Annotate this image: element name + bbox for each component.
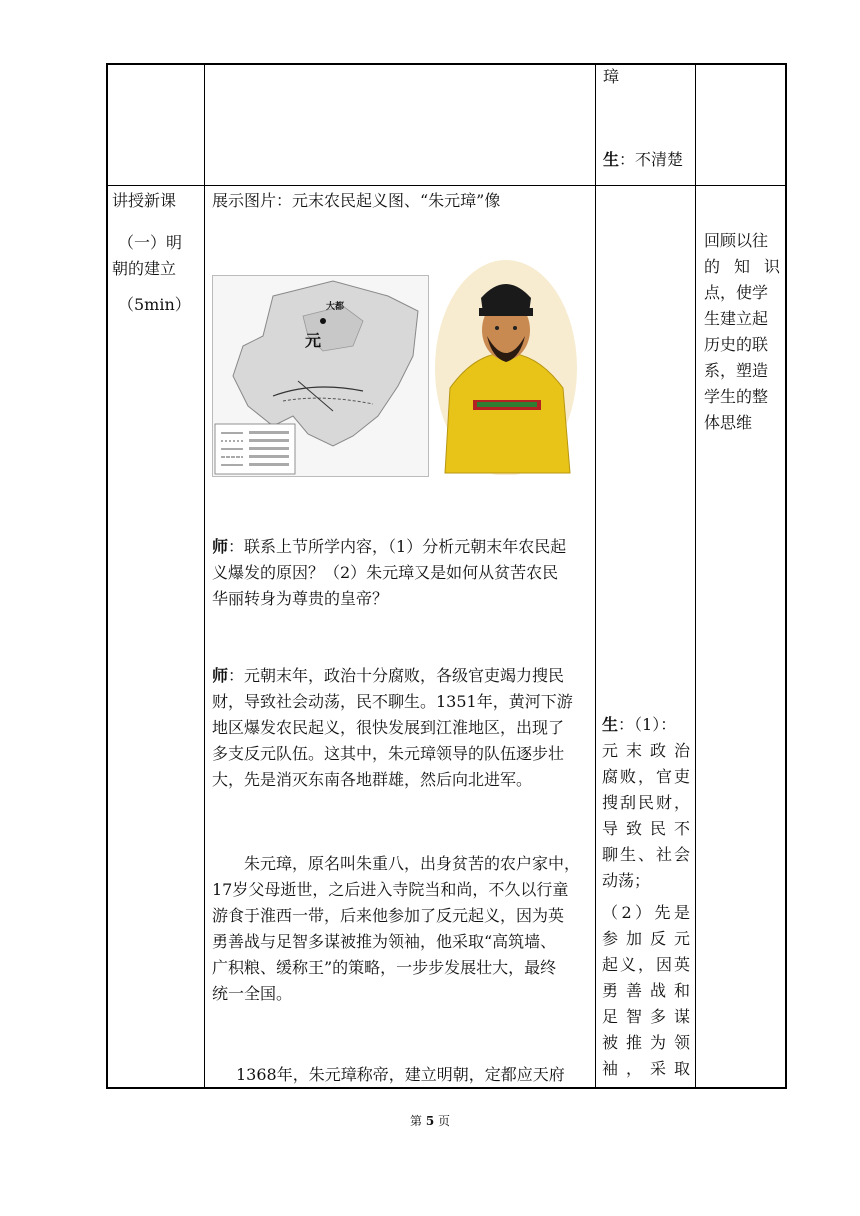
subsection-title-line1: （一）明 xyxy=(118,233,183,252)
student-answer-line: 元末政治 xyxy=(602,741,690,760)
table-col-divider-1 xyxy=(204,63,205,1089)
teacher-explanation-line: 多支反元队伍。这其中，朱元璋领导的队伍逐步壮 xyxy=(212,744,565,763)
design-intent-line: 学生的整 xyxy=(704,387,769,406)
row1-student-cell xyxy=(603,64,691,173)
biography-line: 朱元璋，原名叫朱重八，出身贫苦的农户家中， xyxy=(244,854,581,873)
design-intent-line: 历史的联 xyxy=(704,335,769,354)
design-intent-line: 体思维 xyxy=(704,413,753,432)
section-title: 讲授新课 xyxy=(112,191,177,210)
design-intent-line: 的知识 xyxy=(704,257,780,276)
teacher-label: 师 xyxy=(212,537,229,556)
biography-line: 勇善战与足智多谋被推为领袖，他采取“高筑墙、 xyxy=(212,932,557,951)
teacher-explanation-block xyxy=(212,663,588,793)
table-col-divider-2 xyxy=(595,63,596,1089)
footer-prefix: 第 xyxy=(409,1114,422,1128)
student-answer-line: 搜刮民财， xyxy=(602,793,690,812)
founding-line: 1368年，朱元璋称帝，建立明朝，定都应天府 xyxy=(236,1065,565,1084)
map-label-capital: 大都 xyxy=(326,302,345,312)
teacher-explanation-line: 地区爆发农民起义，很快发展到江淮地区，出现了 xyxy=(212,718,565,737)
biography-line: 17岁父母逝世，之后进入寺院当和尚，不久以行童 xyxy=(212,880,569,899)
student-answer-cell xyxy=(602,712,690,1082)
student-answer-line: 参加反元 xyxy=(602,929,690,948)
student-answer-line: 动荡； xyxy=(602,871,651,890)
student-answer-line: 起义，因英 xyxy=(602,955,690,974)
row1-student-answer xyxy=(603,147,691,173)
student-answer-line: 被推为领 xyxy=(602,1033,690,1052)
teacher-question-line: 义爆发的原因？（2）朱元璋又是如何从贫苦农民 xyxy=(212,563,559,582)
student-answer-line: 勇善战和 xyxy=(602,981,690,1000)
student-answer-line: 袖，采取 xyxy=(602,1059,690,1078)
biography-line: 广积粮、缓称王”的策略，一步步发展壮大，最终 xyxy=(212,958,557,977)
design-intent-line: 点，使学 xyxy=(704,283,769,302)
teacher-explanation-line: 大，先是消灭东南各地群雄，然后向北进军。 xyxy=(212,770,533,789)
map-label-yuan: 元 xyxy=(305,331,322,350)
footer-suffix: 页 xyxy=(438,1114,451,1128)
student-label: 生 xyxy=(602,715,619,734)
design-intent-line: 生建立起 xyxy=(704,309,769,328)
table-border-left xyxy=(106,63,108,1089)
teacher-question-line: 华丽转身为尊贵的皇帝？ xyxy=(212,589,389,608)
page-number: 5 xyxy=(425,1114,435,1128)
table-border-right xyxy=(785,63,787,1089)
subsection-title-line2: 朝的建立 xyxy=(112,259,177,278)
zhu-biography-paragraph xyxy=(212,851,588,1007)
teacher-explanation-line: 财，导致社会动荡，民不聊生。1351年，黄河下游 xyxy=(212,692,573,711)
student-answer-line: 聊生、社会 xyxy=(602,845,690,864)
student-label: 生 xyxy=(603,150,620,169)
duration-label: （5min） xyxy=(118,295,191,314)
design-intent-line: 回顾以往 xyxy=(704,231,769,250)
map-graphic xyxy=(213,276,428,476)
table-col-divider-3 xyxy=(695,63,696,1089)
portrait-graphic xyxy=(435,258,578,475)
design-intent-cell xyxy=(704,228,780,436)
zhu-yuanzhang-portrait-image xyxy=(435,258,578,475)
student-answer-text: ：不清楚 xyxy=(619,150,684,169)
founding-paragraph xyxy=(212,1062,588,1088)
student-answer-line: 腐败，官吏 xyxy=(602,767,690,786)
section-label-cell xyxy=(112,188,200,318)
biography-line: 游食于淮西一带，后来他参加了反元起义，因为英 xyxy=(212,906,565,925)
row1-text-continued: 璋 xyxy=(603,67,620,86)
yuan-rebellion-map-image xyxy=(212,275,429,477)
teacher-label: 师 xyxy=(212,666,229,685)
student-answer-line: 生：（1）： xyxy=(602,715,677,734)
biography-line: 统一全国。 xyxy=(212,984,293,1003)
page-footer xyxy=(0,1112,860,1129)
table-row-divider xyxy=(106,185,787,186)
intro-text: 展示图片：元末农民起义图、“朱元璋”像 xyxy=(212,191,501,210)
design-intent-line: 系，塑造 xyxy=(704,361,769,380)
teacher-question-line: 师：联系上节所学内容，（1）分析元朝末年农民起 xyxy=(212,537,567,556)
student-answer-line: 导致民不 xyxy=(602,819,690,838)
lesson-content-cell xyxy=(212,188,588,214)
student-answer-line: （2）先是 xyxy=(602,903,690,922)
teacher-question-block xyxy=(212,534,588,612)
teacher-explanation-line: 师：元朝末年，政治十分腐败，各级官吏竭力搜民 xyxy=(212,666,565,685)
student-answer-line: 足智多谋 xyxy=(602,1007,690,1026)
